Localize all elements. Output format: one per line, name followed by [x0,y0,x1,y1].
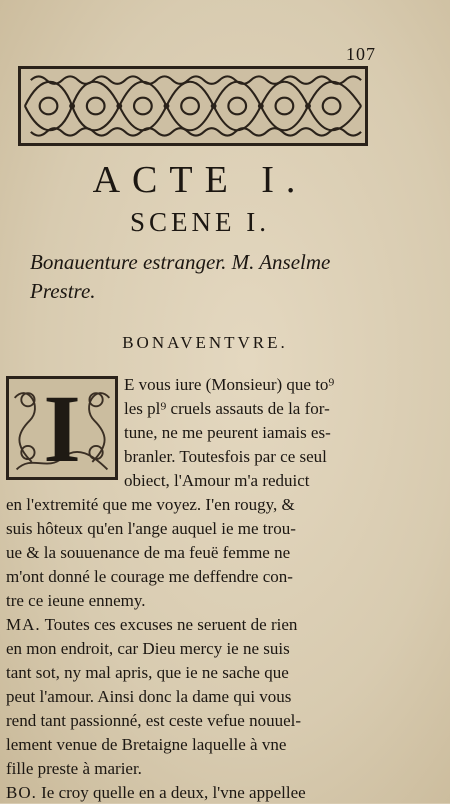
text-line: tant sot, ny mal apris, que ie ne sache que [6,663,289,682]
text-line: en l'extremité que me voyez. I'en rougy, & [6,495,295,514]
speaker-name: BONAVENTVRE. [122,333,288,352]
dramatis-personae [30,248,370,306]
text-line: en mon endroit, car Dieu mercy ie ne suis [6,639,290,658]
decorated-initial [6,376,118,480]
characters-line-1: Bonauenture estranger. M. Anselme [30,250,331,274]
text-line [6,614,297,636]
text-line: les pl⁹ cruels assauts de la for- [124,399,330,418]
characters-line-2: Prestre. [30,279,96,303]
text-line: fille preste à marier. [6,759,142,778]
text-line: m'ont donné le courage me deffendre con- [6,567,293,586]
text-line: suis hôteux qu'en l'ange auquel ie me trou- [6,519,296,538]
text-line: tune, ne me peurent iamais es- [124,423,331,442]
text-line: rend tant passionné, est ceste vefue nouuel- [6,711,302,730]
line-content: Toutes ces excuses ne seruent de rien [44,615,298,634]
text-line: obiect, l'Amour m'a reduict [124,471,310,490]
text-line: E vous iure (Monsieur) que to⁹ [124,375,335,394]
speaker-abbreviation: MA. [6,615,41,634]
text-line: tre ce ieune ennemy. [6,591,146,610]
text-line [6,782,306,804]
act-heading: ACTE I. [92,159,308,201]
line-content: Ie croy quelle en a deux, l'vne appellee [41,783,306,802]
page-number: 107 [346,44,376,64]
dropcap-letter: I [43,374,81,482]
ornamental-headpiece [18,66,368,146]
speaker-abbreviation: BO. [6,783,37,802]
scene-heading: SCENE I. [130,207,270,237]
text-line: branler. Toutesfois par ce seul [124,447,327,466]
text-line: lement venue de Bretaigne laquelle à vne [6,735,287,754]
text-line: ue & la souuenance de ma feuë femme ne [6,543,291,562]
text-line: peut l'amour. Ainsi donc la dame qui vous [6,687,292,706]
